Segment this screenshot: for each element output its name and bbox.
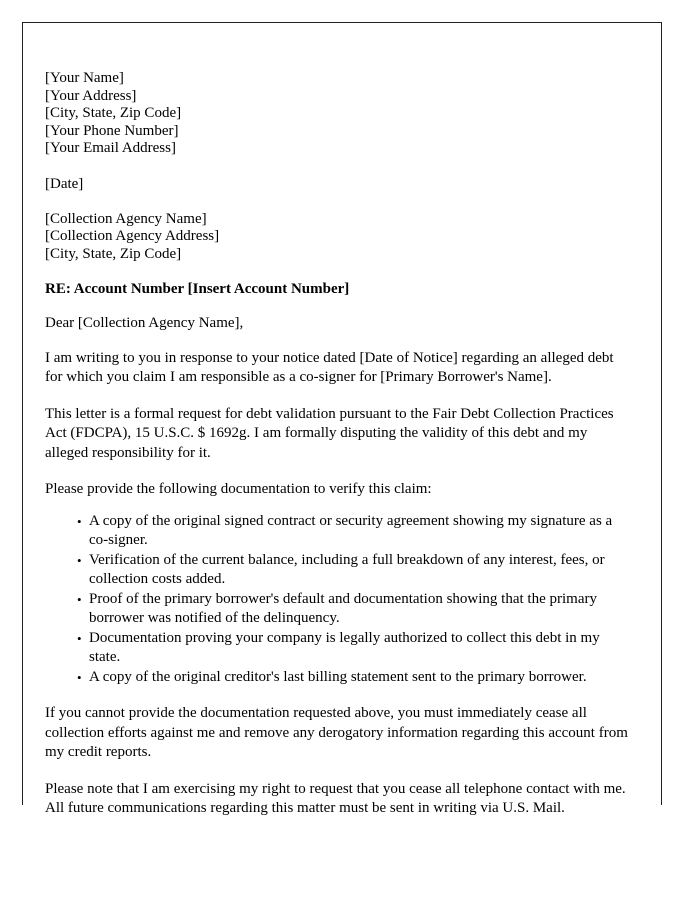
recipient-city-state-zip: [City, State, Zip Code]: [45, 245, 182, 262]
list-item: • Documentation proving your company is legally authorized to collect this debt in my state.: [77, 629, 629, 668]
document-page: [22, 22, 662, 817]
paragraph-intro: I am writing to you in response to your notice dated [Date of Notice] regarding an alleged debt for which you claim I am responsible as a co-signer for [Primary Borrower's Name].: [45, 349, 614, 386]
salutation-line: Dear [Collection Agency Name],: [45, 314, 244, 331]
spacer-after-date: [45, 193, 629, 211]
spacer-after-sender: [45, 158, 629, 176]
paragraph-cease-collection: If you cannot provide the documentation requested above, you must immediately cease all collection efforts against me and remove any derogatory information regarding this account from my credit reports.: [45, 705, 628, 761]
sender-email: [Your Email Address]: [45, 140, 176, 157]
paragraph-cease-telephone: Please note that I am exercising my right to request that you cease all telephone contact with me. All future communications regarding this matter must be sent in writing via U.S. Mail.: [45, 780, 626, 817]
paragraph-fdcpa-request: This letter is a formal request for debt validation pursuant to the Fair Debt Collection Practices Act (FDCPA), 15 U.S.C. $ 1692g. I am formally disputing the validity of this debt and my alleged responsibility for it.: [45, 405, 614, 461]
list-item: • A copy of the original signed contract or security agreement showing my signature as a co-signer.: [77, 512, 629, 551]
sender-address-block: [45, 70, 629, 264]
recipient-agency-address: [Collection Agency Address]: [45, 228, 220, 245]
sender-city-state-zip: [City, State, Zip Code]: [45, 105, 182, 122]
paragraph-list-intro: Please provide the following documentation to verify this claim:: [45, 481, 432, 498]
subject-line: RE: Account Number [Insert Account Number]: [45, 280, 350, 297]
documentation-request-list: [45, 512, 629, 688]
recipient-agency-name: [Collection Agency Name]: [45, 210, 207, 227]
list-item: • Proof of the primary borrower's default and documentation showing that the primary borrower was notified of the delinquency.: [77, 590, 629, 629]
list-item: • Verification of the current balance, including a full breakdown of any interest, fees, or collection costs added.: [77, 551, 629, 590]
date-line: [Date]: [45, 175, 84, 192]
sender-phone: [Your Phone Number]: [45, 122, 179, 139]
letter-body: [45, 70, 629, 819]
sender-name: [Your Name]: [45, 70, 124, 86]
list-item: • A copy of the original creditor's last billing statement sent to the primary borrower.: [77, 668, 629, 688]
sender-street: [Your Address]: [45, 87, 137, 104]
